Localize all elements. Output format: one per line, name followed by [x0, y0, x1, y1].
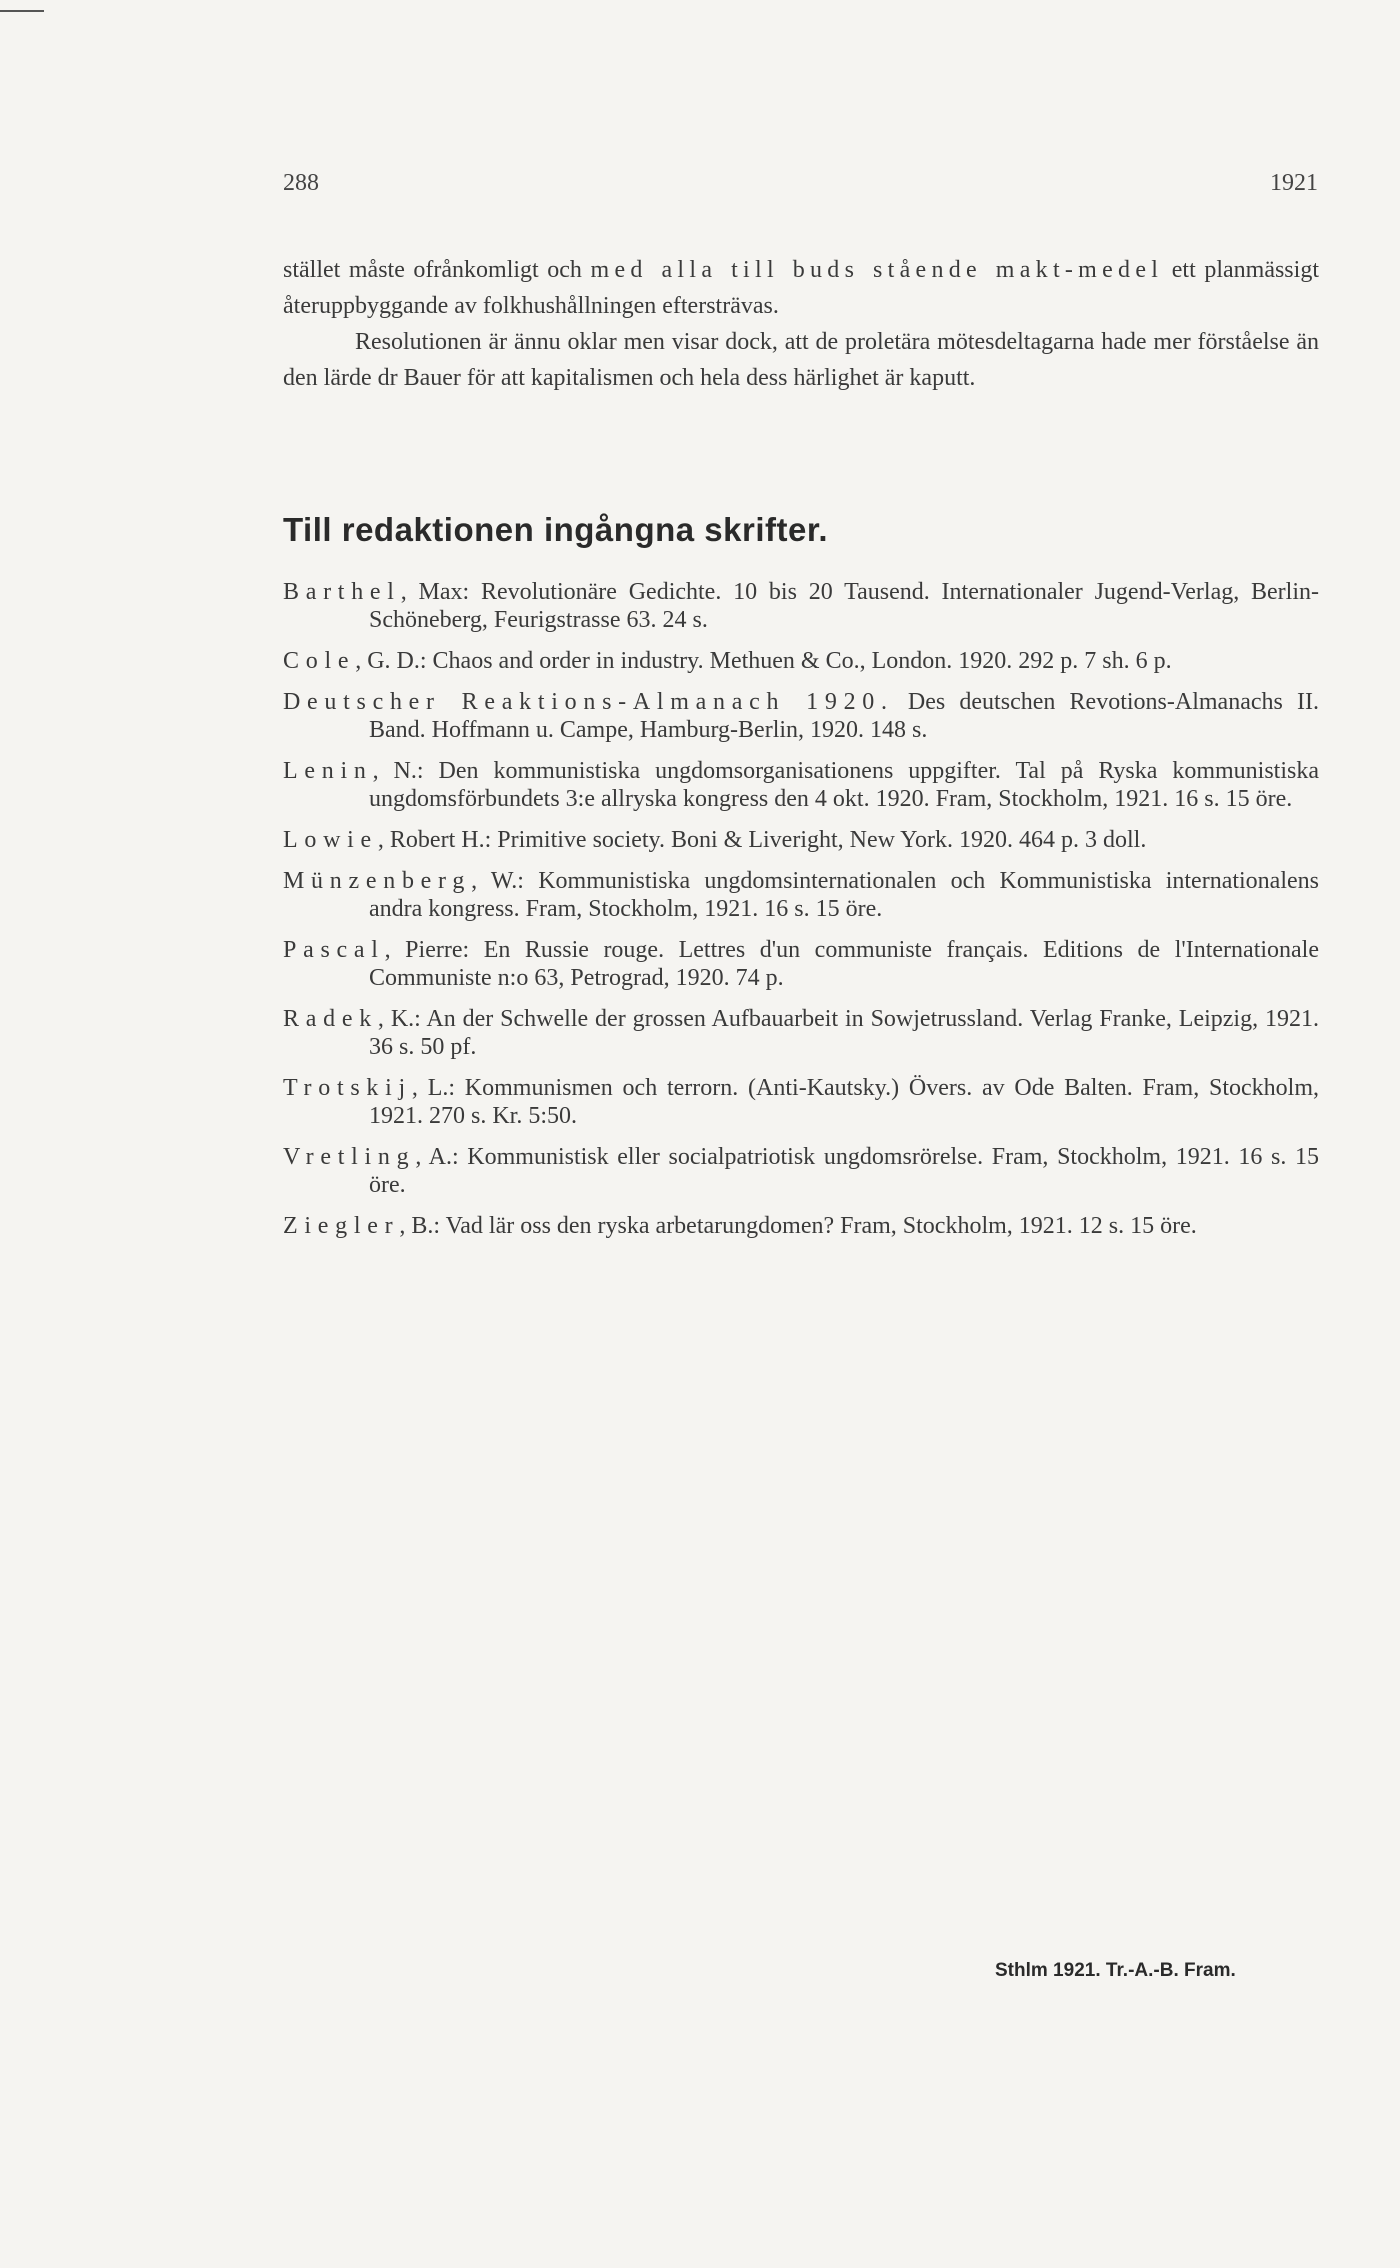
paragraph-text-end: ett planmässigt återuppbyggande av folkhushållningen eftersträvas.: [283, 257, 1319, 319]
entry-details: , Max: Revolutionäre Gedichte. 10 bis 20 Tausend. Internationaler Jugend-Verlag, Berlin-Schöneberg, Feurigstrasse 63. 24 s.: [369, 579, 1319, 633]
entry-details: , Robert H.: Primitive society. Boni & Liveright, New York. 1920. 464 p. 3 doll.: [377, 827, 1147, 853]
entry-author: Cole: [283, 648, 356, 674]
entry-details: , K.: An der Schwelle der grossen Aufbauarbeit in Sowjetrussland. Verlag Franke, Leipzig, 1921. 36 s. 50 pf.: [369, 1006, 1319, 1060]
entry-details: , W.: Kommunistiska ungdomsinternationalen och Kommunistiska internationalens andra kongress. Fram, Stockholm, 1921. 16 s. 15 öre.: [369, 868, 1319, 922]
spaced-emphasis: med alla till buds stående makt-medel: [590, 257, 1164, 283]
entry-author: Münzenberg: [283, 868, 472, 894]
bibliography-entry: [283, 688, 1319, 744]
entry-author: Trotskij: [283, 1075, 412, 1101]
bibliography-entry: [283, 578, 1319, 634]
paragraph-text-start: stället måste ofrånkomligt och: [283, 257, 591, 283]
page-year: 1921: [1270, 170, 1318, 196]
paragraph-resolution: Resolutionen är ännu oklar men visar dock, att de proletära mötesdeltagarna hade mer förståelse än den lärde dr Bauer för att kapitalismen och hela dess härlighet är kaputt.: [283, 329, 1319, 391]
page-number: 288: [283, 170, 319, 196]
entry-author: Lenin: [283, 758, 373, 784]
entry-author: Barthel: [283, 579, 401, 605]
entry-details: , N.: Den kommunistiska ungdomsorganisationens uppgifter. Tal på Ryska kommunistiska ungdomsförbundets 3:e allryska kongress den 4 okt. 1920. Fram, Stockholm, 1921. 16 s. 15 öre.: [369, 758, 1319, 812]
entry-author: Lowie: [283, 827, 378, 853]
bibliography-entry: [283, 1005, 1319, 1061]
entry-details: , B.: Vad lär oss den ryska arbetarungdomen? Fram, Stockholm, 1921. 12 s. 15 öre.: [399, 1213, 1197, 1239]
bibliography-entry: [283, 757, 1319, 813]
entry-details: , A.: Kommunistisk eller socialpatriotisk ungdomsrörelse. Fram, Stockholm, 1921. 16 s. 15 öre.: [369, 1144, 1319, 1198]
printer-colophon: Sthlm 1921. Tr.-A.-B. Fram.: [995, 1960, 1236, 1981]
bibliography-entry: [283, 1143, 1319, 1199]
entry-author: Radek: [283, 1006, 378, 1032]
bibliography-entry: [283, 867, 1319, 923]
bibliography-entry: [283, 1212, 1319, 1240]
entry-details: Des deutschen Revotions-Almanachs II. Band. Hoffmann u. Campe, Hamburg-Berlin, 1920. 148 s.: [369, 689, 1319, 743]
entry-details: , L.: Kommunismen och terrorn. (Anti-Kautsky.) Övers. av Ode Balten. Fram, Stockholm, 1921. 270 s. Kr. 5:50.: [369, 1075, 1319, 1129]
bibliography-entry: [283, 826, 1319, 854]
paragraph-continuation: [283, 252, 1319, 324]
section-heading: Till redaktionen ingångna skrifter.: [283, 511, 829, 548]
entry-details: , G. D.: Chaos and order in industry. Methuen & Co., London. 1920. 292 p. 7 sh. 6 p.: [355, 648, 1172, 674]
bibliography-entry: [283, 647, 1319, 675]
entry-details: , Pierre: En Russie rouge. Lettres d'un communiste français. Editions de l'Internationale Communiste n:o 63, Petrograd, 1920. 74 p.: [369, 937, 1319, 991]
entry-author: Pascal: [283, 937, 385, 963]
page-header: [283, 170, 1318, 197]
page-body: [283, 252, 1319, 1253]
bibliography-entry: [283, 936, 1319, 992]
entry-author: Vretling: [283, 1144, 416, 1170]
scan-edge-mark: [0, 10, 44, 12]
bibliography-entry: [283, 1074, 1319, 1130]
bibliography-list: [283, 578, 1319, 1240]
entry-author: Deutscher Reaktions-Almanach 1920.: [283, 689, 894, 715]
entry-author: Ziegler: [283, 1213, 400, 1239]
